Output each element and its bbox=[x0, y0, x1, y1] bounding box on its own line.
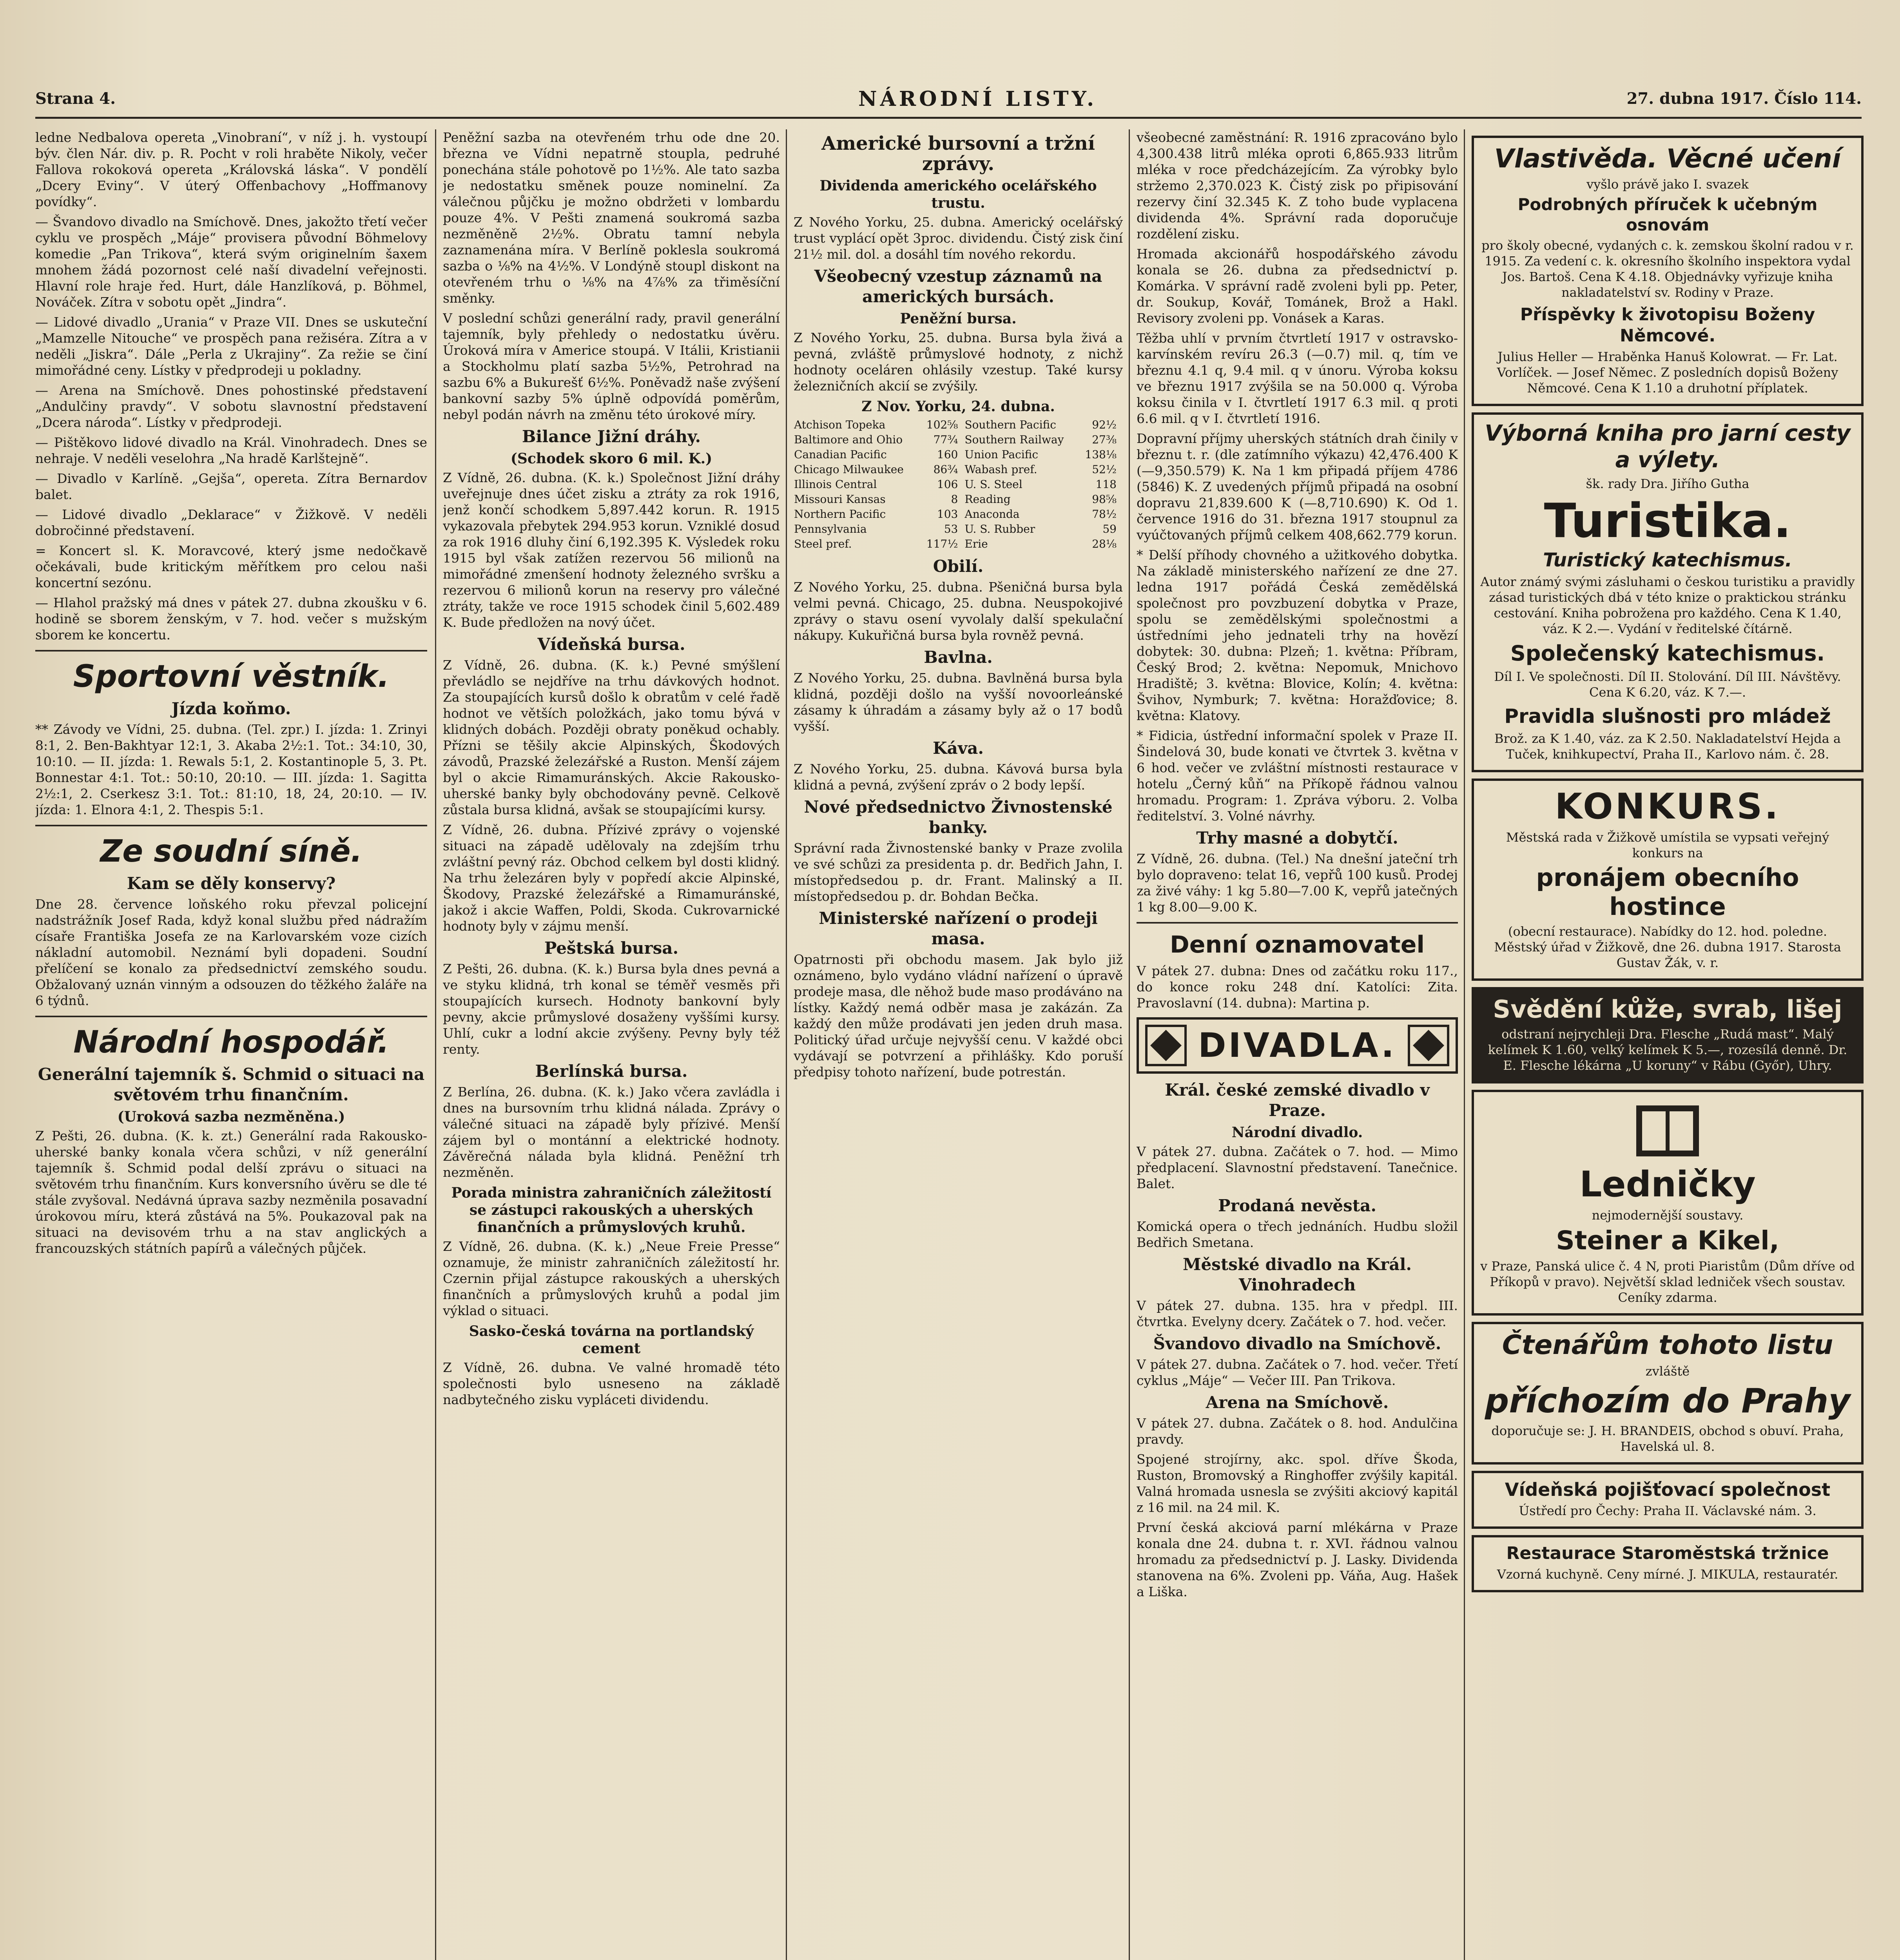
article-heading: Nové předsednictvo Živnostenské banky. bbox=[804, 797, 1113, 837]
table-row bbox=[794, 462, 1123, 477]
ad-product: příchozím do Prahy bbox=[1485, 1381, 1851, 1421]
ad-text: pro školy obecné, vydaných c. k. zemskou školní radou v r. 1915. Za vedení c. k. okresního školního inspektora vydal Jos. Bartoš. Cena K 4.18. Objednávky vyřizuje kniha nakladatelství sv. Rodiny v Praze. bbox=[1481, 238, 1854, 300]
table-cell: 106 bbox=[937, 478, 958, 491]
table-cell: 86¾ bbox=[933, 463, 958, 476]
table-cell: Union Pacific bbox=[965, 448, 1039, 461]
table-cell: U. S. Steel bbox=[965, 478, 1023, 491]
table-cell: 8 bbox=[951, 493, 958, 506]
theatre-banner bbox=[1137, 1017, 1458, 1074]
article-heading: Bilance Jižní dráhy. bbox=[522, 427, 701, 446]
stock-quote-table bbox=[794, 417, 1123, 552]
article-heading: Kam se děly konservy? bbox=[127, 874, 336, 893]
article-paragraph: Opatrnosti při obchodu masem. Jak bylo již oznámeno, bylo vydáno vládní nařízení o úpravě prodeje masa, dle něhož bude maso prodáváno na lístky. Každý nemá odběr masa je zakázán. Za každý den může prodávati jen jeden druh masa. Politický úřad určuje nejvyšší cenu. V každé obci vydávají se potvrzení a přihlášky. Kdo poruší předpisy tohoto nařízení, bude potrestán. bbox=[794, 952, 1123, 1080]
article-paragraph: Z Nového Yorku, 25. dubna. Bavlněná bursa byla klidná, později došlo na vyšší novoorleánské zásamy k úhradám a zásamy byly až o 17 bodů vyšší. bbox=[794, 670, 1123, 734]
article-paragraph: V pátek 27. dubna: Dnes od začátku roku 117., do konce roku 248 dní. Katolíci: Zita. Pravoslavní (14. dubna): Martina p. bbox=[1137, 963, 1458, 1011]
theatre-listing: V pátek 27. dubna. Začátek o 8. hod. Andulčina pravdy. bbox=[1137, 1416, 1458, 1447]
table-row bbox=[794, 507, 1123, 522]
article-paragraph: Těžba uhlí v prvním čtvrtletí 1917 v ostravsko-karvínském revíru 26.3 (—0.7) mil. q, tím ve březnu 4.1 q, 9.4 mil. q v únoru. Výroba koksu ve březnu 1917 zvýšila se na 50.000 q. Výroba koksu činila v I. čtvrtletí 1917 6.3 mil. q proti 6.6 mil. q v I. čtvrtletí 1916. bbox=[1137, 330, 1458, 426]
ad-heading: Pravidla slušnosti pro mládež bbox=[1504, 705, 1831, 728]
theatre-name: Arena na Smíchově. bbox=[1206, 1393, 1389, 1412]
ad-heading: Výborná kniha pro jarní cesty a výlety. bbox=[1485, 421, 1851, 473]
table-cell: Wabash pref. bbox=[965, 463, 1037, 476]
theatre-program bbox=[1137, 1080, 1458, 1447]
table-cell: Missouri Kansas bbox=[794, 493, 886, 506]
article-heading: Ministerské nařízení o prodeji masa. bbox=[819, 909, 1098, 948]
theatre-listing: V pátek 27. dubna. 135. hra v předpl. III. čtvrtka. Evelyny dcery. Začátek o 7. hod. večer. bbox=[1137, 1298, 1458, 1329]
table-cell: Steel pref. bbox=[794, 537, 852, 550]
table-cell: 78½ bbox=[1092, 508, 1117, 521]
table-cell: 52½ bbox=[1092, 463, 1117, 476]
table-cell: 28⅛ bbox=[1092, 537, 1117, 550]
ad-heading: Příspěvky k životopisu Boženy Němcové. bbox=[1520, 305, 1815, 346]
article-paragraph: Z Nového Yorku, 25. dubna. Bursa byla živá a pevná, zvláště průmyslové hodnoty, z nichž hodnoty oceláren ohlásily vzestup. Také kursy železničních akcií se zvýšily. bbox=[794, 330, 1123, 394]
icebox-icon bbox=[1628, 1102, 1707, 1160]
advertisement bbox=[1472, 779, 1864, 981]
advertisement bbox=[1472, 412, 1864, 772]
table-cell: Illinois Central bbox=[794, 478, 877, 491]
article-paragraph: Z Vídně, 26. dubna. Ve valné hromadě této společnosti bylo usneseno na základě nadbytečného zisku vypláceti dividendu. bbox=[443, 1360, 780, 1407]
ornament-icon bbox=[1407, 1024, 1450, 1067]
ad-text: (obecní restaurace). Nabídky do 12. hod. poledne. Městský úřad v Žižkově, dne 26. dubna 1917. Starosta Gustav Žák, v. r. bbox=[1494, 924, 1841, 970]
table-cell: Pennsylvania bbox=[794, 523, 867, 535]
ad-heading: Ledničky bbox=[1579, 1164, 1756, 1205]
table-cell: Reading bbox=[965, 493, 1011, 506]
theatre-name: Městské divadlo na Král. Vinohradech bbox=[1182, 1255, 1412, 1294]
ad-heading: KONKURS. bbox=[1555, 786, 1780, 827]
ad-text: Autor známý svými zásluhami o českou turistiku a pravidly zásad turistických dbá v této knize o praktickou stránku cestování. Kniha pobrožena pro každého. Cena K 1.40, váz. K 2.—. Vydání v ředitelské čítárně. bbox=[1480, 574, 1855, 636]
section-divider bbox=[1137, 922, 1458, 924]
table-cell: Southern Railway bbox=[965, 433, 1064, 446]
article-paragraph: Z Nového Yorku, 25. dubna. Americký ocelářský trust vyplácí opět 3proc. dividendu. Čistý zisk činí 21½ mil. dol. a dosáhl tím nového rekordu. bbox=[794, 214, 1123, 262]
article-subheading: Peněžní bursa. bbox=[900, 310, 1017, 327]
section-heading: Národní hospodář. bbox=[73, 1025, 389, 1060]
theatre-listing: Komická opera o třech jednáních. Hudbu složil Bedřich Smetana. bbox=[1137, 1219, 1458, 1250]
article-paragraph: Peněžní sazba na otevřeném trhu ode dne 20. března ve Vídni nepatrně stoupla, pedruhé ponechána stále pohotově po 1½%. Ale tato sazba je nedostatku směnek pouze nominelní. Za válečnou půjčku je možno obdržeti v lombardu pouze 4%. V Pešti znamená soukromá sazba nezměněně 2½%. Obratu tamní nebyla zaznamenána míra. V Berlíně poklesla soukromá sazba o ⅛% na 4½%. V Londýně stoupl diskont na otevřeném trhu o ⅛% na 4⅞% za třiměsíční směnky. bbox=[443, 130, 780, 306]
ad-text: doporučuje se: J. H. BRANDEIS, obchod s obuví. Praha, Havelská ul. 8. bbox=[1491, 1423, 1844, 1454]
table-cell: Chicago Milwaukee bbox=[794, 463, 904, 476]
article-heading: Obilí. bbox=[933, 557, 984, 576]
theatre-name: Prodaná nevěsta. bbox=[1218, 1196, 1376, 1215]
article-paragraph: Správní rada Živnostenské banky v Praze zvolila ve své schůzi za presidenta p. dr. Bedřich Jahn, I. místopředsedou p. dr. Frant. Malinský a II. místopředsedou p. dr. Bohdan Bečka. bbox=[794, 840, 1123, 904]
column-2 bbox=[443, 129, 780, 1960]
section-divider bbox=[35, 825, 427, 826]
theatre-listing: V pátek 27. dubna. Začátek o 7. hod. — Mimo předplacení. Slavnostní představení. Tanečnice. Balet. bbox=[1137, 1144, 1458, 1191]
article-heading: Generální tajemník š. Schmid o situaci na světovém trhu finančním. bbox=[38, 1065, 425, 1104]
column-5-ads bbox=[1472, 129, 1864, 1960]
article-heading: Jízda koňmo. bbox=[171, 699, 291, 718]
article-paragraph: — Divadlo v Karlíně. „Gejša“, opereta. Zítra Bernardov balet. bbox=[35, 471, 427, 502]
article-paragraph: ** Závody ve Vídni, 25. dubna. (Tel. zpr.) I. jízda: 1. Zrinyi 8:1, 2. Ben-Bakhtyar 12:1, 3. Akaba 2½:1. Tot.: 34:10, 30, 10:10. — II. jízda: 1. Rewals 5:1, 2. Kostantinople 5, 3. Pt. Bonnestar 4:1. Tot.: 50:10, 20:10. — III. jízda: 1. Sagitta 2½:1, 2. Cserkesz 3:1. Tot.: 81:10, 18, 24, 20:10. — IV. jízda: 1. Elnora 4:1, 2. Thespis 5:1. bbox=[35, 722, 427, 817]
ad-text: v Praze, Panská ulice č. 4 N, proti Piaristům (Dům dříve od Příkopů v pravo). Největší sklad ledniček všech soustav. Ceníky zdarma. bbox=[1480, 1259, 1855, 1305]
column-1 bbox=[35, 129, 427, 1960]
table-cell: 102⅝ bbox=[926, 418, 958, 431]
article-paragraph: = Koncert sl. K. Moravcové, který jsme nedočkavě očekávali, bude kritickým měřítkem pro celou naši koncertní sezónu. bbox=[35, 543, 427, 590]
table-row bbox=[794, 477, 1123, 492]
advertisement bbox=[1472, 1471, 1864, 1529]
article-paragraph: Z Vídně, 26. dubna. (K. k.) Společnost Jižní dráhy uveřejnuje dnes účet zisku a ztráty za rok 1916, jenž končí schodkem 5,897.442 korun. R. 1915 vykazovala přebytek 294.953 korun. Vzniklé dosud za rok 1916 dluhy činí 6,192.395 K. Výsledek roku 1915 byl však zatížen rezervou 56 milionů na mimořádné zmenšení hodnoty železného svršku a rezervou 6 milionů korun na reservy pro válečné ztráty, takže ve roce 1915 schodek činil 5,602.489 K. Bude předložen na nový účet. bbox=[443, 470, 780, 630]
quote-table-heading: Z Nov. Yorku, 24. dubna. bbox=[861, 398, 1055, 415]
article-paragraph: — Lidové divadlo „Urania“ v Praze VII. Dnes se uskuteční „Mamzelle Nitouche“ ve prospěch pana režiséra. Zítra a v neděli „Jiskra“. Dále „Perla z Ukrajiny“. Za režie se činí mimořádné ceny. Lístky v předprodeji u pokladny. bbox=[35, 314, 427, 378]
article-heading: Porada ministra zahraničních záležitostí se zástupci rakouských a uherských finančních a průmyslových kruhů. bbox=[451, 1185, 772, 1236]
article-heading: Sasko-česká továrna na portlandský cement bbox=[469, 1323, 754, 1357]
article-heading: Americké bursovní a tržní zprávy. bbox=[821, 132, 1095, 175]
ad-subheading: Turistický katechismus. bbox=[1543, 549, 1792, 571]
column-rule bbox=[435, 129, 436, 1960]
table-row bbox=[794, 537, 1123, 552]
theatre-heading: DIVADLA. bbox=[1198, 1026, 1396, 1065]
article-paragraph: Z Vídně, 26. dubna. (Tel.) Na dnešní jateční trh bylo dopraveno: telat 16, vepřů 100 kusů. Prodej za živé váhy: 1 kg 5.80—7.00 K, vepřů jatečných 1 kg 8.00—9.00 K. bbox=[1137, 851, 1458, 915]
ad-subheading: nejmodernější soustavy. bbox=[1592, 1208, 1744, 1223]
article-paragraph: Spojené strojírny, akc. spol. dříve Škoda, Ruston, Bromovský a Ringhoffer zvýšily kapitál. Valná hromada usnesla se zvýšiti akciový kapitál z 16 mil. na 24 mil. K. bbox=[1137, 1452, 1458, 1515]
article-paragraph: — Arena na Smíchově. Dnes pohostinské představení „Andulčiny pravdy“. V sobotu slavnostní představení „Dcera národa“. Lístky v předprodeji. bbox=[35, 383, 427, 430]
table-cell: 138⅛ bbox=[1085, 448, 1117, 461]
table-cell: Erie bbox=[965, 537, 988, 550]
table-cell: 59 bbox=[1102, 523, 1117, 535]
article-paragraph: * Fidicia, ústřední informační spolek v Praze II. Šindelová 30, bude konati ve čtvrtek 3. května v 6 hod. večer ve zvláštní místnosti restaurace v hotelu „Černý kůň“ na Příkopě řádnou valnou hromadu. Program: 1. Zpráva výboru. 2. Volba ředitelství. 3. Volné návrhy. bbox=[1137, 728, 1458, 824]
article-paragraph: Hromada akcionářů hospodářského závodu konala se 26. dubna za předsednictví p. Komárka. V správní radě zvoleni byli pp. Peter, dr. Soukup, Kovář, Tománek, Brož a Hakl. Revisory zvoleni pp. Vonásek a Karas. bbox=[1137, 246, 1458, 326]
table-cell: 160 bbox=[937, 448, 958, 461]
article-heading: Všeobecný vzestup záznamů na amerických bursách. bbox=[814, 267, 1102, 306]
article-paragraph: — Hlahol pražský má dnes v pátek 27. dubna zkoušku v 6. hodině se sborem ženským, v 7. hod. večer s mužským sborem ke koncertu. bbox=[35, 595, 427, 642]
table-cell: 27⅜ bbox=[1092, 433, 1117, 446]
column-rule bbox=[786, 129, 787, 1960]
theatre-listing: V pátek 27. dubna. Začátek o 7. hod. večer. Třetí cyklus „Máje“ — Večer III. Pan Trikova. bbox=[1137, 1357, 1458, 1388]
section-heading: Sportovní věstník. bbox=[73, 659, 390, 694]
article-paragraph: Z Pešti, 26. dubna. (K. k.) Bursa byla dnes pevná a ve styku klidná, trh konal se téměř vesměs při stoupajících kursech. Hodnoty bankovní byly pevny, akcie průmyslové dosaženy vyššími kursy. Uhlí, cukr a lodní akcie zvýšeny. Pevny byly též renty. bbox=[443, 961, 780, 1057]
ad-subheading: Podrobných příruček k učebným osnovám bbox=[1517, 195, 1818, 234]
ad-product: pronájem obecního hostince bbox=[1536, 863, 1799, 921]
section-heading: Ze soudní síně. bbox=[100, 834, 363, 869]
article-subheading: (Schodek skoro 6 mil. K.) bbox=[510, 450, 712, 467]
article-paragraph: Z Pešti, 26. dubna. (K. k. zt.) Generální rada Rakousko-uherské banky konala včera schůzi, v níž generální tajemník š. Schmid podal delší zprávu o situaci na světovém trhu finančním. Kurs konversního úvěru se dle té stále zvyšoval. Nedávná úprava sazby nezměnila posavadní úrokovou míru, která zůstává na 5%. Poukazoval pak na situaci na devisovém trhu a na stav anglických a francouzských státních papírů a válečných půjček. bbox=[35, 1128, 427, 1256]
table-row bbox=[794, 522, 1123, 537]
ad-text: Ústředí pro Čechy: Praha II. Václavské nám. 3. bbox=[1519, 1503, 1817, 1518]
ad-heading: Vlastivěda. Věcné učení bbox=[1494, 143, 1841, 174]
advertisement bbox=[1472, 136, 1864, 406]
theatre-subname: Národní divadlo. bbox=[1231, 1124, 1363, 1141]
ad-subheading: Městská rada v Žižkově umístila se vypsati veřejný konkurs na bbox=[1506, 830, 1829, 860]
table-cell: 103 bbox=[937, 508, 958, 521]
article-paragraph: — Pištěkovo lidové divadlo na Král. Vinohradech. Dnes se nehraje. V neděli veselohra „Na hradě Karlštejně“. bbox=[35, 435, 427, 466]
table-cell: 98⅝ bbox=[1092, 493, 1117, 506]
ad-heading: Vídeňská pojišťovací společnost bbox=[1505, 1479, 1831, 1500]
theatre-name: Švandovo divadlo na Smíchově. bbox=[1153, 1334, 1441, 1353]
table-row bbox=[794, 417, 1123, 432]
table-row bbox=[794, 447, 1123, 462]
theatre-name: Král. české zemské divadlo v Praze. bbox=[1165, 1080, 1430, 1120]
advertisement bbox=[1472, 1535, 1864, 1592]
article-paragraph: Dopravní příjmy uherských státních drah činily v březnu t. r. (dle zatímního výkazu) 42,476.400 K (—9,350.579) K. Na 1 km připadá příjem 4786 (5846) K. Z uvedených příjmů připadá na osobní dopravu 21,839.600 K (—8,710.690) K. Od 1. července 1916 do 31. března 1917 stoupnul za vyúčtovaných příjmů celkem 408,662.779 korun. bbox=[1137, 431, 1458, 543]
article-paragraph: Z Nového Yorku, 25. dubna. Kávová bursa byla klidná a pevná, zvýšení zpráv o 2 body lepší. bbox=[794, 761, 1123, 793]
article-paragraph: Z Nového Yorku, 25. dubna. Pšeničná bursa byla velmi pevná. Chicago, 25. dubna. Neuspokojivé zprávy o stavu osení vyvolaly další spekulační nákupy. Kukuřičná bursa byla rovněž pevná. bbox=[794, 579, 1123, 643]
ad-heading: Čtenářům tohoto listu bbox=[1502, 1330, 1833, 1361]
table-row bbox=[794, 432, 1123, 447]
ad-text: Brož. za K 1.40, váz. za K 2.50. Nakladatelství Hejda a Tuček, knihkupectví, Praha II., Karlovo nám. č. 28. bbox=[1494, 731, 1841, 762]
ad-product: Turistika. bbox=[1544, 494, 1791, 548]
article-subheading: (Uroková sazba nezměněna.) bbox=[117, 1109, 345, 1125]
masthead-title: NÁRODNÍ LISTY. bbox=[858, 87, 1097, 111]
article-heading: Trhy masné a dobytčí. bbox=[1196, 828, 1398, 848]
table-cell: 92½ bbox=[1092, 418, 1117, 431]
page-header bbox=[35, 89, 1862, 119]
column-4 bbox=[1137, 129, 1458, 1960]
article-heading: Vídeňská bursa. bbox=[537, 635, 685, 654]
table-cell: U. S. Rubber bbox=[965, 523, 1035, 535]
ad-heading: Restaurace Staroměstská tržnice bbox=[1506, 1543, 1829, 1563]
table-cell: 77¾ bbox=[933, 433, 958, 446]
table-cell: Canadian Pacific bbox=[794, 448, 887, 461]
table-cell: Anaconda bbox=[965, 508, 1020, 521]
page-number: Strana 4. bbox=[35, 89, 116, 108]
ad-subheading: šk. rady Dra. Jiřího Gutha bbox=[1586, 476, 1750, 491]
ad-firm: Steiner a Kikel, bbox=[1556, 1225, 1779, 1256]
advertisement bbox=[1472, 1090, 1864, 1316]
article-heading: Káva. bbox=[933, 739, 984, 758]
article-paragraph: — Švandovo divadlo na Smíchově. Dnes, jakožto třetí večer cyklu ve prospěch „Máje“ provisera původní Böhmelovy komedie „Pan Trikova“, která svým originelním šaxem mnohem žádá pozornost celé naší divadelní veřejnosti. Hlavní role hraje řed. Hurt, dále Hanzlíková, p. Böhmel, Nováček. Zítra v sobotu opět „Jindra“. bbox=[35, 214, 427, 310]
column-rule bbox=[1129, 129, 1130, 1960]
article-paragraph: Dne 28. července loňského roku převzal policejní nadstrážník Josef Rada, když konal službu před nádražím císaře Františka Josefa ze na Karlovarském voze cizích nákladní automobil. Neznámí byli dopadeni. Soudní přelíčení se konalo za předsednictví zemského soudu. Obžalovaný uznán vinným a odsouzen do těžkého žaláře na 6 týdnů. bbox=[35, 897, 427, 1008]
column-3 bbox=[794, 129, 1123, 1960]
ad-text: Vzorná kuchyně. Ceny mírné. J. MIKULA, restauratér. bbox=[1497, 1567, 1838, 1582]
article-paragraph: * Delší příhody chovného a užitkového dobytka. Na základě ministerského nařízení ze dne 27. ledna 1917 pořádá Česká zemědělská společnost pro povzbuzení dobytka v Praze, spolu se zemědělskými společnostmi a ústředními jeho jednateli trhy na hovězí dobytek: 30. dubna: Plzeň; 1. května: Příbram, Český Brod; 2. května: Nepomuk, Mnichovo Hradiště; 3. května: Blovice, Kolín; 4. května: Švihov, Nymburk; 7. května: Horažďovice; 8. května: Klatovy. bbox=[1137, 547, 1458, 723]
table-row bbox=[794, 492, 1123, 507]
article-paragraph: Z Vídně, 26. dubna. Přízivé zprávy o vojenské situaci na západě udělovaly na zdejším trhu zvláštní pevný ráz. Obchod celkem byl dosti klidný. Na trhu železáren byly v popředí akcie Alpinské, Škodovy, Prazské železářské a Rimamuránské, jakož i akcie Waffen, Poldi, Skoda. Cukrovarnické hodnoty byly v zájmu menší. bbox=[443, 822, 780, 934]
section-divider bbox=[35, 1016, 427, 1017]
article-paragraph: všeobecné zaměstnání: R. 1916 zpracováno bylo 4,300.438 litrů mléka oproti 6,865.933 litrům mléka v roce předcházejícím. Za výrobky bylo stržemo 2,370.023 K. Čistý zisk po připisování rezervy činí 32.345 K. Z toho bude vyplacena dividenda 4%. Správní rada doporučuje rozdělení zisku. bbox=[1137, 130, 1458, 241]
ornament-icon bbox=[1144, 1024, 1188, 1067]
article-paragraph: Z Vídně, 26. dubna. (K. k.) Pevné smýšlení převládlo se nejdříve na trhu dávkových hodnot. Za stoupajících kursů došlo k obratům v celé řadě hodnot ve větších položkách, jako tomu bývá v klidných dobách. Později obraty poněkud ochably. Přízni se těšily akcie Alpinských, Škodových závodů, Prazské železářské a Ruston. Menší zájem byl o akcie Rimamuránských. Akcie Rakousko-uherské banky byly obchodovány pevně. Celkově zůstala bursa klidná, avšak se stoupajícími kursy. bbox=[443, 657, 780, 817]
table-cell: Southern Pacific bbox=[965, 418, 1056, 431]
table-cell: Baltimore and Ohio bbox=[794, 433, 903, 446]
article-heading: Berlínská bursa. bbox=[535, 1062, 688, 1081]
table-cell: 53 bbox=[944, 523, 958, 535]
issue-date: 27. dubna 1917. Číslo 114. bbox=[1626, 89, 1862, 108]
article-heading: Peštská bursa. bbox=[544, 938, 679, 958]
article-subheading: Dividenda amerického ocelářského trustu. bbox=[819, 178, 1097, 211]
article-paragraph: ledne Nedbalova opereta „Vinobraní“, v níž j. h. vystoupí býv. člen Nár. div. p. R. Pocht v roli hraběte Nikoly, večer Fallova rokoková opereta „Královská láska“. V pondělí „Dcery Eviny“. V úterý Offenbachovy „Hoffmanovy povídky“. bbox=[35, 130, 427, 209]
ad-heading: Společenský katechismus. bbox=[1510, 641, 1825, 666]
article-paragraph: Z Berlína, 26. dubna. (K. k.) Jako včera zavládla i dnes na bursovním trhu klidná nálada. Zprávy o válečné situaci na západě byly přízivé. Menší zájem byl o montánní a elektrické hodnoty. Závěrečná nálada byla klidná. Peněžní trh nezměněn. bbox=[443, 1084, 780, 1180]
ad-subheading: vyšlo právě jako I. svazek bbox=[1586, 177, 1749, 192]
article-paragraph: Z Vídně, 26. dubna. (K. k.) „Neue Freie Presse“ oznamuje, že ministr zahraničních záležitostí hr. Czernin přijal zástupce rakouských a uherských finančních a průmyslových kruhů a podal jim výklad o situaci. bbox=[443, 1239, 780, 1318]
article-paragraph: V poslední schůzi generální rady, pravil generální tajemník, byly přehledy o nedostatku úvěru. Úroková míra v Americe stoupá. V Itálii, Kristianii a Stockholmu platí sazba 5½%, Petrohrad na sazbu 6% a Bukurešť 6½%. Poněvadž naše zvýšení bankovní sazby 5% úplně odpovídá poměrům, nebyl podán návrh na změnu této úrokové míry. bbox=[443, 310, 780, 422]
column-rule bbox=[1464, 129, 1465, 1960]
article-paragraph: První česká akciová parní mlékárna v Praze konala dne 24. dubna t. r. XVI. řádnou valnou hromadu za předsednictví p. J. Lasky. Dividenda stanovena na 6%. Zvoleni pp. Váňa, Aug. Hašek a Liška. bbox=[1137, 1520, 1458, 1599]
table-cell: 118 bbox=[1095, 478, 1117, 491]
article-paragraph: — Lidové divadlo „Deklarace“ v Žižkově. V neděli dobročinné představení. bbox=[35, 507, 427, 538]
ad-text: Julius Heller — Hraběnka Hanuš Kolowrat. — Fr. Lat. Vorlíček. — Josef Němec. Z posledních dopisů Boženy Němcové. Cena K 1.10 a druhotní příplatek. bbox=[1497, 349, 1838, 396]
section-heading: Denní oznamovatel bbox=[1169, 931, 1425, 958]
ad-heading: Svědění kůže, svrab, lišej bbox=[1493, 995, 1842, 1024]
advertisement bbox=[1472, 987, 1864, 1083]
table-cell: 117½ bbox=[926, 537, 958, 550]
table-cell: Atchison Topeka bbox=[794, 418, 886, 431]
advertisement bbox=[1472, 1322, 1864, 1465]
ad-subheading: zvláště bbox=[1645, 1364, 1690, 1379]
ad-text: Díl I. Ve společnosti. Díl II. Stolování. Díl III. Návštěvy. Cena K 6.20, váz. K 7.—. bbox=[1494, 669, 1841, 700]
ad-text: odstraní nejrychleji Dra. Flesche „Rudá mast“. Malý kelímek K 1.60, velký kelímek K 5.—, rozesílá denně. Dr. E. Flesche lékárna „U koruny“ v Rábu (Győr), Uhry. bbox=[1488, 1027, 1847, 1073]
article-heading: Bavlna. bbox=[924, 648, 993, 667]
table-cell: Northern Pacific bbox=[794, 508, 886, 521]
section-divider bbox=[35, 650, 427, 652]
